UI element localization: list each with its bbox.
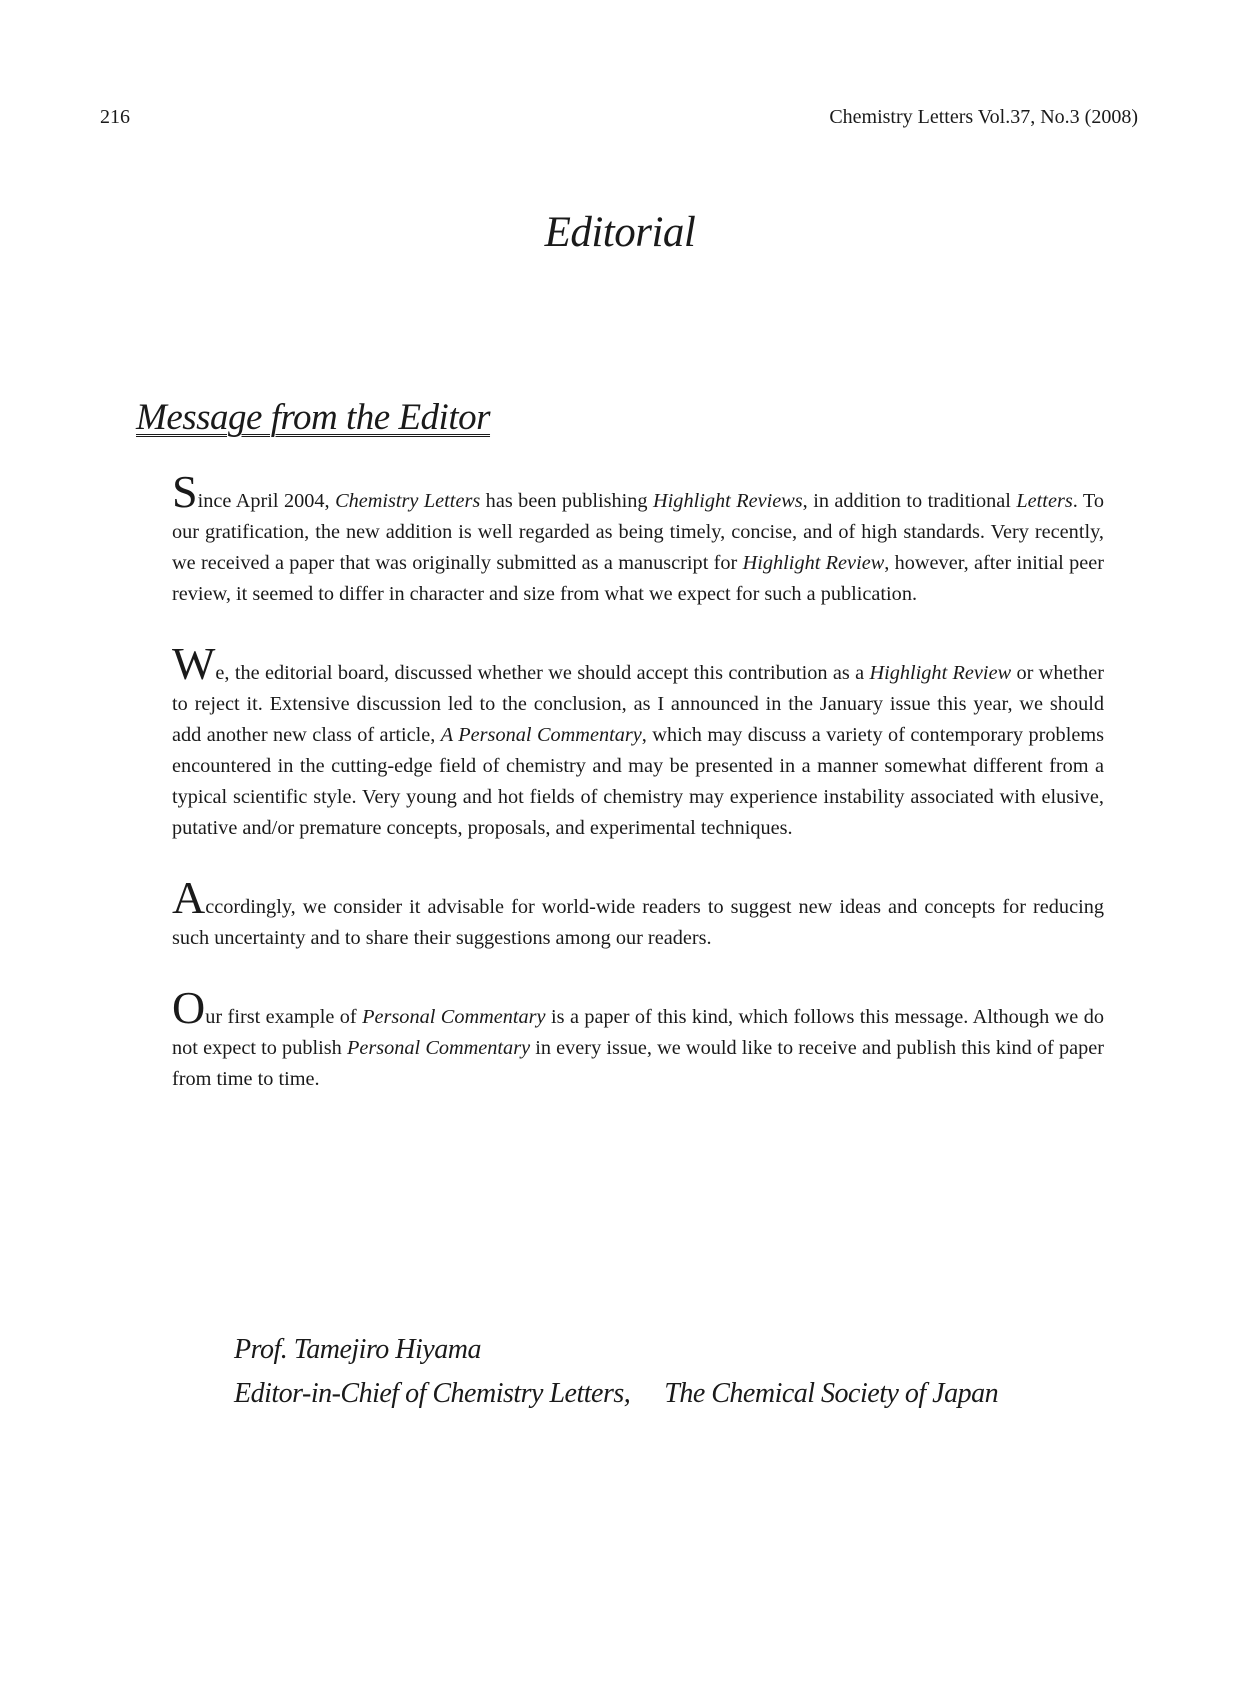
text-run: , however, after initial peer review, it seemed to differ in character and size from what we expect for such a publication. <box>172 552 1105 605</box>
text-run: ur first example of <box>205 1006 363 1028</box>
italic-text: Personal Commentary <box>346 1037 531 1059</box>
section-heading: Message from the Editor <box>136 397 491 438</box>
article-body <box>172 466 1105 1139</box>
text-run: , in addition to traditional <box>802 490 1017 512</box>
paragraph <box>172 982 1105 1095</box>
italic-text: Personal Commentary <box>362 1006 546 1028</box>
italic-text: A Personal Commentary <box>440 724 642 746</box>
signature-name: Prof. Tamejiro Hiyama <box>234 1334 481 1365</box>
italic-text: Letters <box>1016 490 1073 512</box>
signature-affiliation <box>234 1372 998 1416</box>
signature-organization: The Chemical Society of Japan <box>664 1378 999 1409</box>
italic-text: Highlight Reviews <box>653 490 803 512</box>
text-run: ccordingly, we consider it advisable for world-wide readers to suggest new ideas and concepts for reducing such uncertainty and to share their suggestions among our readers. <box>172 896 1104 949</box>
signature-block <box>234 1328 998 1416</box>
italic-text: Chemistry Letters <box>335 490 481 512</box>
page-number: 216 <box>100 106 130 128</box>
italic-text: Highlight Review <box>869 662 1012 684</box>
drop-cap: A <box>172 872 206 923</box>
drop-cap: O <box>172 982 206 1033</box>
text-run: . To our gratification, the new addition is well regarded as being timely, concise, and of high standards. Very recently, we received a paper that was originally submitted as a manuscript for <box>172 490 1105 574</box>
text-run: ince April 2004, <box>197 490 336 512</box>
paragraph <box>172 466 1105 610</box>
text-run: has been publishing <box>480 490 654 512</box>
paragraph <box>172 638 1105 844</box>
text-run: is a paper of this kind, which follows this message. Although we do not expect to publish <box>172 1006 1105 1059</box>
text-run: or whether to reject it. Extensive discussion led to the conclusion, as I announced in the January issue this year, we should add another new class of article, <box>172 662 1105 746</box>
text-run: , which may discuss a variety of contemporary problems encountered in the cutting-edge field of chemistry and may be presented in a manner somewhat different from a typical scientific style. Very young and hot fields of chemistry may experience instability associated with elusive, putative and/or premature concepts, proposals, and experimental techniques. <box>172 724 1104 839</box>
paragraph <box>172 872 1104 954</box>
journal-citation: Chemistry Letters Vol.37, No.3 (2008) <box>829 106 1138 128</box>
drop-cap: S <box>172 466 198 517</box>
signature-position: Editor-in-Chief of Chemistry Letters, <box>234 1378 631 1409</box>
text-run: in every issue, we would like to receive and publish this kind of paper from time to time. <box>172 1037 1104 1090</box>
italic-text: Highlight Review <box>742 552 885 574</box>
page-title: Editorial <box>544 209 696 256</box>
drop-cap: W <box>172 638 216 689</box>
text-run: e, the editorial board, discussed whether we should accept this contribution as a <box>215 662 870 684</box>
